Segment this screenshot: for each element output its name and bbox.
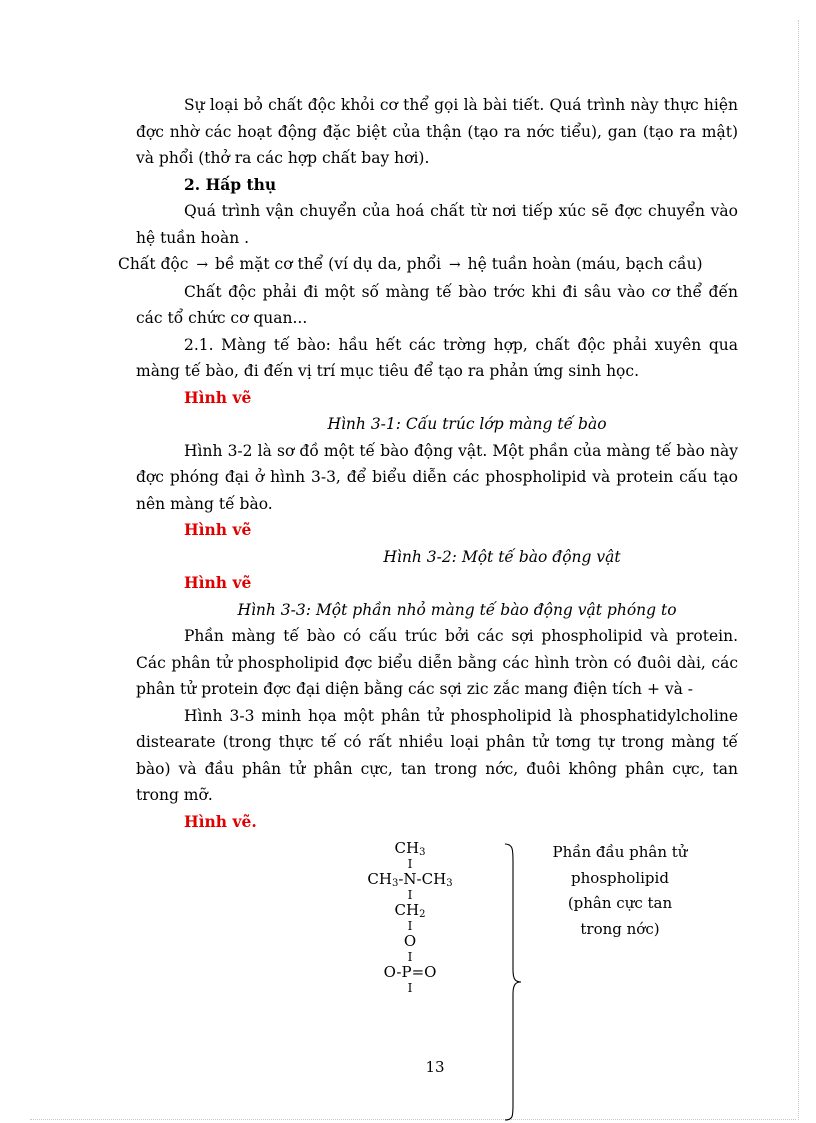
paragraph-absorption: Quá trình vận chuyển của hoá chất từ nơi tiếp xúc sẽ đợc chuyển vào hệ tuần hoàn . [136, 202, 738, 247]
phospholipid-head-structure [350, 840, 470, 995]
paragraph-animal-cell: Hình 3-2 là sơ đồ một tế bào động vật. Một phần của màng tế bào này đợc phóng đại ở hình 3-3, để biểu diễn các phospholipid và protein cấu tạo nên màng tế bào. [136, 441, 738, 513]
figure-placeholder-4: Hình vẽ. [184, 811, 257, 831]
annotation-line: (phân cực tan [567, 894, 673, 912]
paragraph-cell-membrane: 2.1. Màng tế bào: hầu hết các trờng hợp, chất độc phải xuyên qua màng tế bào, đi đến vị trí mục tiêu để tạo ra phản ứng sinh học. [136, 335, 738, 380]
figure-placeholder-2: Hình vẽ [184, 520, 252, 539]
figure-caption-3-1: Hình 3-1: Cấu trúc lớp màng tế bào [327, 415, 607, 433]
flow-circulatory: hệ tuần hoàn (máu, bạch cầu) [467, 255, 703, 273]
paragraph-membranes: Chất độc phải đi một số màng tế bào trớc khi đi sâu vào cơ thể đến các tổ chức cơ quan... [136, 282, 738, 327]
bond-line: I [407, 919, 413, 933]
methylene-group: $CH_2$ [394, 901, 426, 920]
absorption-flow-line [118, 251, 738, 279]
bond-line: I [407, 857, 413, 871]
figure-placeholder-3: Hình vẽ [184, 573, 252, 592]
flow-toxin: Chất độc [118, 255, 189, 273]
figure-placeholder-1: Hình vẽ [184, 387, 252, 407]
arrow-right-icon: → [196, 257, 209, 273]
annotation-line: trong nớc) [580, 919, 660, 938]
section-heading-absorption: 2. Hấp thụ [184, 174, 277, 194]
phospholipid-head-annotation [540, 840, 700, 942]
curly-brace-icon [495, 842, 525, 1122]
bond-line: I [407, 888, 413, 902]
arrow-right-icon: → [448, 257, 461, 273]
annotation-line: Phần đầu phân tử [552, 843, 688, 861]
paragraph-membrane-structure: Phần màng tế bào có cấu trúc bởi các sợi phospholipid và protein. Các phân tử phospholipid đợc biểu diễn bằng các hình tròn có đuôi dài, các phân tử protein đợc đại diện bằng các sợi zic zắc mang điện tích + và - [136, 627, 738, 698]
paragraph-phospholipid: Hình 3-3 minh họa một phân tử phospholipid là phosphatidylcholine distearate (trong thực tế có rất nhiều loại phân tử tơng tự trong màng tế bào) và đầu phân tử phân cực, tan trong nớc, đuôi không phân cực, tan trong mỡ. [136, 706, 738, 804]
figure-caption-3-2: Hình 3-2: Một tế bào động vật [383, 547, 621, 566]
bond-line: I [407, 981, 413, 995]
annotation-line: phospholipid [571, 868, 669, 887]
page-number: 13 [425, 1058, 445, 1076]
page-border-bottom [30, 1119, 796, 1120]
bond-line: I [407, 950, 413, 964]
figure-caption-3-3: Hình 3-3: Một phần nhỏ màng tế bào động vật phóng to [237, 600, 677, 619]
paragraph-excretion: Sự loại bỏ chất độc khỏi cơ thể gọi là bài tiết. Quá trình này thực hiện đợc nhờ các hoạt động đặc biệt của thận (tạo ra nớc tiểu), gan (tạo ra mật) và phổi (thở ra các hợp chất bay hơi). [136, 96, 738, 167]
phosphate-group: O-P=O [383, 963, 437, 981]
oxygen-atom: O [403, 932, 417, 950]
body-text [118, 92, 738, 835]
trimethylammonium: $CH_3-N-CH_3$ [367, 870, 453, 889]
methyl-group-top: $CH_3$ [394, 839, 426, 858]
flow-body-surface: bề mặt cơ thể (ví dụ da, phổi [215, 255, 442, 273]
page-border-right [798, 20, 799, 1120]
